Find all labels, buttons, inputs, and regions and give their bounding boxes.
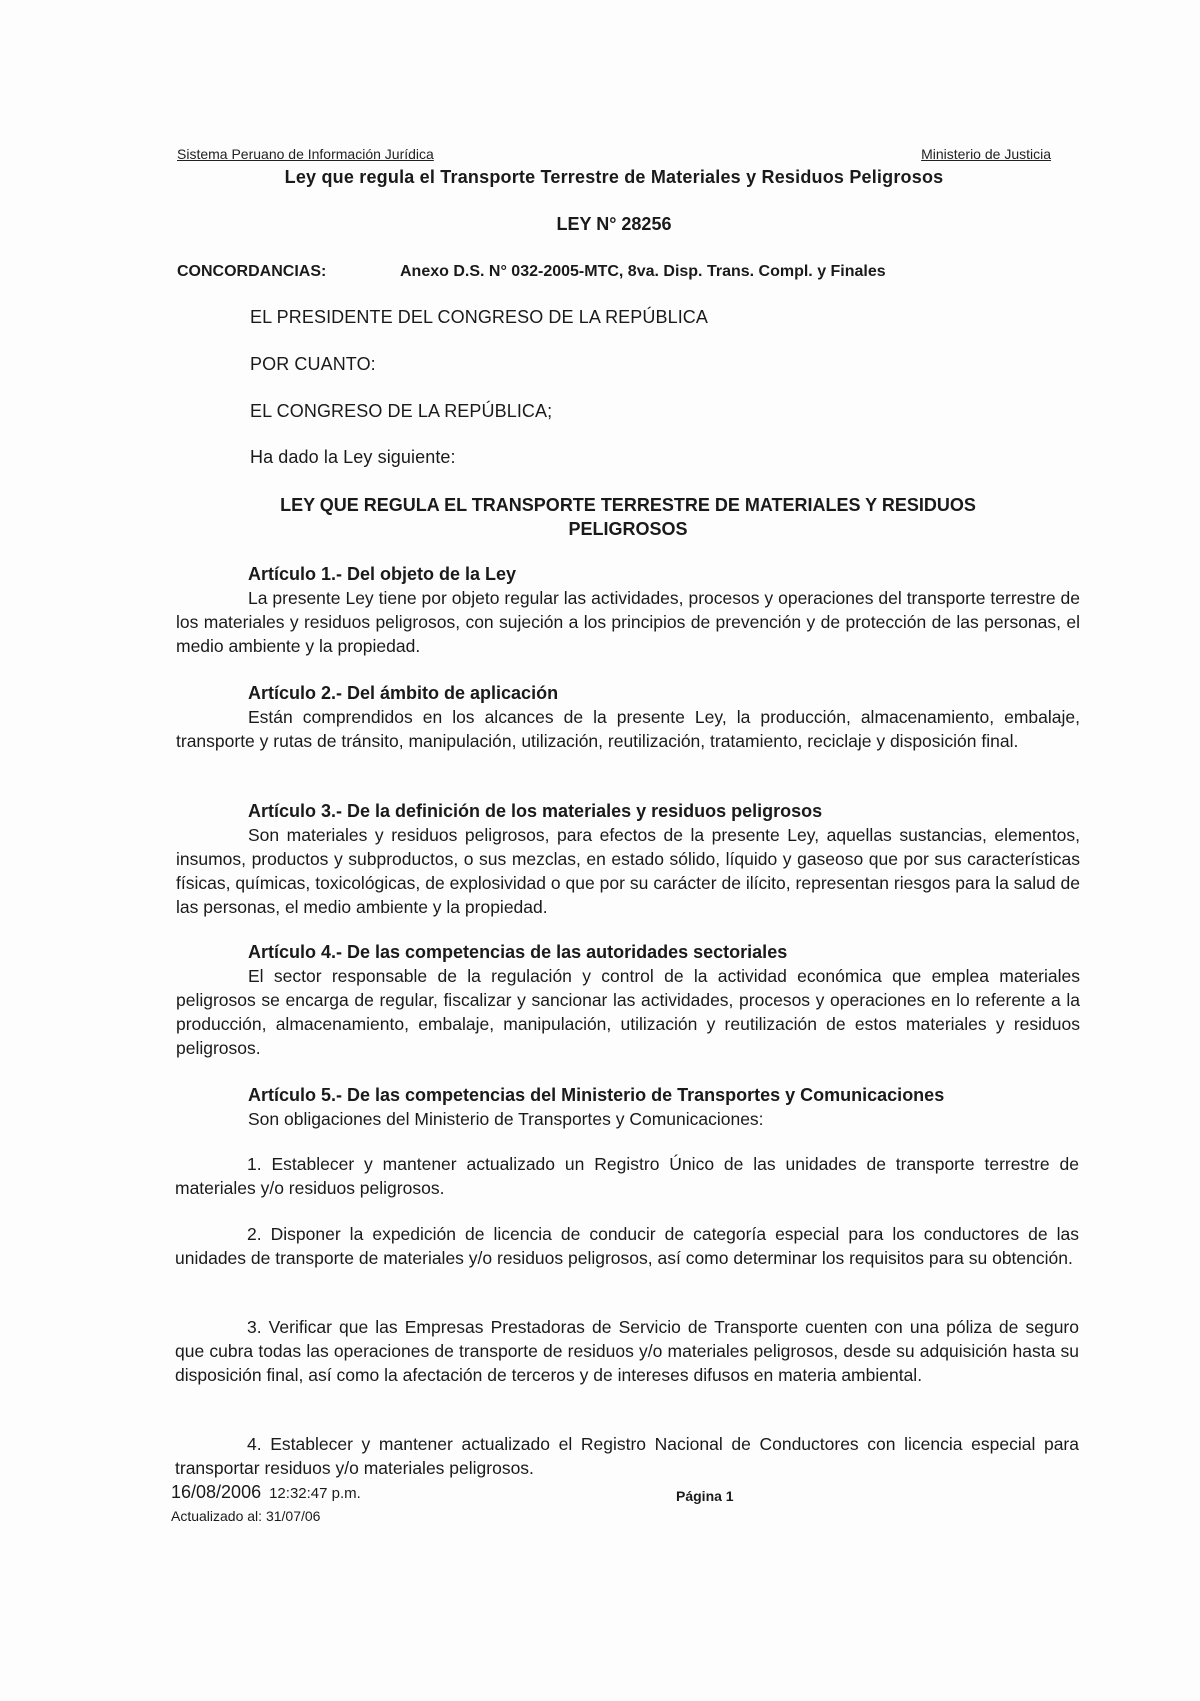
article-4 [176,940,1080,1060]
list-item: 2. Disponer la expedición de licencia de conducir de categoría especial para los conductores de las unidades de transporte de materiales y/o residuos peligrosos, así como determinar los requisitos para su obtención. [175,1224,1079,1268]
header-source: Sistema Peruano de Información Jurídica [177,146,434,162]
article-body: Son obligaciones del Ministerio de Transportes y Comunicaciones: [248,1109,764,1129]
document-title: Ley que regula el Transporte Terrestre de Materiales y Residuos Peligrosos [284,167,944,187]
header-ministry: Ministerio de Justicia [921,146,1051,162]
article-title: Artículo 3.- De la definición de los materiales y residuos peligrosos [248,801,823,821]
article-title: Artículo 4.- De las competencias de las autoridades sectoriales [248,942,788,962]
article-title: Artículo 5.- De las competencias del Ministerio de Transportes y Comunicaciones [248,1085,945,1105]
list-item: 1. Establecer y mantener actualizado un Registro Único de las unidades de transporte terrestre de materiales y/o residuos peligrosos. [175,1154,1079,1198]
page-header [177,146,1051,166]
footer-time: 12:32:47 p.m. [269,1485,361,1502]
law-number: LEY N° 28256 [556,214,672,234]
list-item: 4. Establecer y mantener actualizado el Registro Nacional de Conductores con licencia especial para transportar residuos y/o materiales peligrosos. [175,1434,1079,1478]
article-5 [176,1083,1080,1131]
preamble-congreso: EL CONGRESO DE LA REPÚBLICA; [250,401,553,421]
footer-page-number: Página 1 [676,1488,734,1504]
preamble-por-cuanto: POR CUANTO: [250,354,376,374]
article-title: Artículo 2.- Del ámbito de aplicación [248,683,559,703]
article-body: Están comprendidos en los alcances de la presente Ley, la producción, almacenamiento, embalaje, transporte y rutas de tránsito, manipulación, utilización, reutilización, tratamiento, reciclaje y disposición final. [176,707,1080,751]
article-2 [176,681,1080,753]
footer-datetime [171,1482,361,1503]
list-item: 3. Verificar que las Empresas Prestadoras de Servicio de Transporte cuenten con una póliza de seguro que cubra todas las operaciones de transporte de residuos y/o materiales peligrosos, desde su adquisición hasta su disposición final, así como la afectación de terceros y de intereses difusos en materia ambiental. [175,1317,1079,1385]
footer-updated: Actualizado al: 31/07/06 [171,1508,321,1524]
article-body: Son materiales y residuos peligrosos, para efectos de la presente Ley, aquellas sustancias, elementos, insumos, productos y subproductos, o sus mezclas, en estado sólido, líquido y gaseoso que por sus características físicas, químicas, toxicológicas, de explosividad o que por su carácter de ilícito, representan riesgos para la salud de las personas, el medio ambiente y la propiedad. [176,825,1080,917]
article-title: Artículo 1.- Del objeto de la Ley [248,564,517,584]
concordancias-value: Anexo D.S. N° 032-2005-MTC, 8va. Disp. Trans. Compl. y Finales [400,263,886,280]
article-3 [176,799,1080,919]
concordancias-label: CONCORDANCIAS: [177,263,327,280]
preamble-president: EL PRESIDENTE DEL CONGRESO DE LA REPÚBLICA [250,307,708,327]
main-heading: LEY QUE REGULA EL TRANSPORTE TERRESTRE DE MATERIALES Y RESIDUOS PELIGROSOS [280,495,976,539]
footer-date: 16/08/2006 [171,1482,262,1502]
article-body: La presente Ley tiene por objeto regular las actividades, procesos y operaciones del transporte terrestre de los materiales y residuos peligrosos, con sujeción a los principios de prevención y de protección de las personas, el medio ambiente y la propiedad. [176,588,1080,656]
article-body: El sector responsable de la regulación y control de la actividad económica que emplea materiales peligrosos se encarga de regular, fiscalizar y sancionar las actividades, procesos y operaciones en lo referente a la producción, almacenamiento, embalaje, manipulación, utilización y reutilización de estos materiales y residuos peligrosos. [176,966,1080,1058]
preamble-ley-siguiente: Ha dado la Ley siguiente: [250,447,456,467]
article-1 [176,562,1080,658]
